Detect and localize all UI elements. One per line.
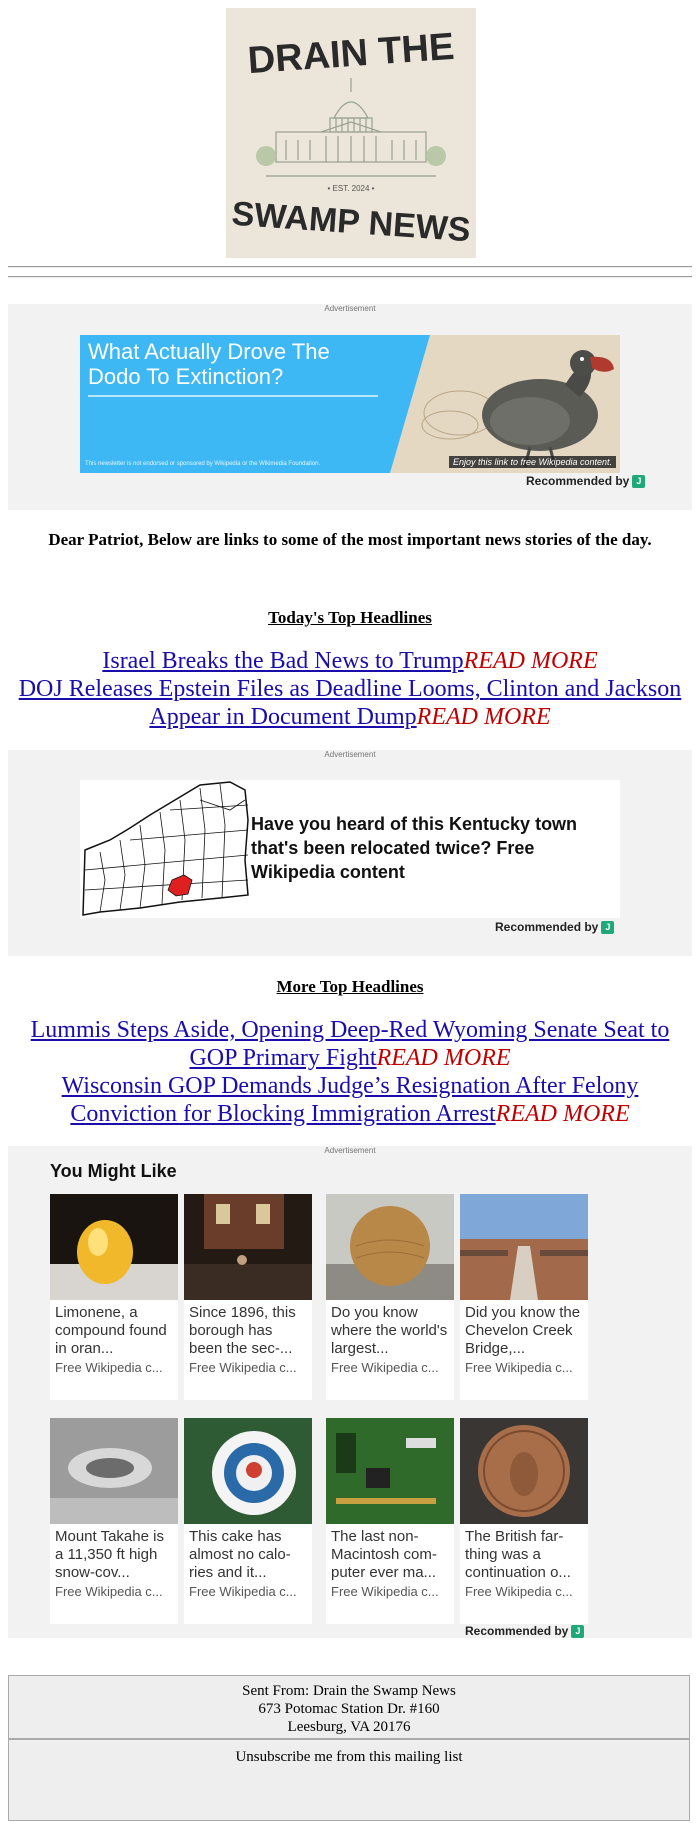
card-source: Free Wikipedia c... (465, 1360, 573, 1375)
footer-address-line1: 673 Potomac Station Dr. #160 (258, 1701, 440, 1717)
card-source: Free Wikipedia c... (55, 1360, 163, 1375)
section-title-more-headlines: More Top Headlines (276, 977, 424, 996)
card-thumbnail-lemon (50, 1194, 178, 1300)
read-more-link[interactable]: READ MORE (416, 704, 551, 730)
recommendation-card[interactable] (326, 1194, 454, 1400)
dodo-ad-caption: Enjoy this link to free Wikipedia content. (449, 456, 616, 468)
recommendation-card[interactable] (326, 1418, 454, 1624)
card-thumbnail-borough (184, 1194, 312, 1300)
unsubscribe-link[interactable]: Unsubscribe me from this mailing list (235, 1749, 463, 1765)
headline-link[interactable]: DOJ Releases Epstein Files as Deadline Looms, Clinton and Jackson Appear in Document Dump (18, 676, 682, 730)
site-logo[interactable] (226, 8, 476, 258)
headline-link[interactable]: Wisconsin GOP Demands Judge’s Resignation After Felony Conviction for Blocking Immigration Arrest (61, 1073, 639, 1127)
read-more-link[interactable]: READ MORE (495, 1101, 630, 1127)
headline-link[interactable]: Lummis Steps Aside, Opening Deep-Red Wyoming Senate Seat to GOP Primary Fight (30, 1017, 670, 1071)
recommender-logo-icon: J (571, 1625, 584, 1638)
card-thumbnail-mountain (50, 1418, 178, 1524)
card-source: Free Wikipedia c... (465, 1584, 573, 1599)
greeting-text: Dear Patriot, Below are links to some of the most important news stories of the day. (48, 530, 652, 549)
card-text: Since 1896, this borough has been the sec-... (189, 1304, 296, 1357)
headline-item (8, 675, 692, 731)
more-headlines-list (8, 1016, 692, 1128)
top-headlines-list (8, 647, 692, 731)
card-text: Do you know where the world's largest... (331, 1304, 448, 1357)
capitol-logo-graphic (226, 8, 476, 258)
footer-sender-info (8, 1675, 690, 1739)
dodo-ad-disclaimer: This newsletter is not endorsed or sponsored by Wikipedia or the Wikimedia Foundation. (85, 461, 321, 467)
kentucky-ad-banner[interactable] (80, 780, 620, 918)
recommendation-card[interactable] (50, 1194, 178, 1400)
headline-link[interactable]: Israel Breaks the Bad News to Trump (102, 648, 464, 674)
card-thumbnail-circuit-board (326, 1418, 454, 1524)
recommendation-card[interactable] (460, 1194, 588, 1400)
footer-address-line2: Leesburg, VA 20176 (287, 1719, 411, 1735)
card-text: This cake has almost no calo-ries and it... (189, 1528, 291, 1581)
footer-unsubscribe-box (8, 1739, 690, 1821)
recommender-logo-icon: J (601, 921, 614, 934)
recommendation-card[interactable] (460, 1418, 588, 1624)
card-text: The last non-Macintosh com-puter ever ma... (331, 1528, 437, 1581)
divider (8, 266, 692, 268)
recommended-by-label: Recommended by (526, 474, 630, 488)
recommended-by[interactable] (465, 1624, 584, 1638)
divider (88, 395, 378, 397)
you-might-like-title: You Might Like (50, 1161, 177, 1181)
card-text: Did you know the Chevelon Creek Bridge,... (465, 1304, 581, 1357)
ad-block-3 (8, 1146, 692, 1638)
read-more-link[interactable]: READ MORE (463, 648, 598, 674)
kentucky-map-illustration (80, 780, 250, 918)
divider (8, 276, 692, 278)
logo-line2: SWAMP NEWS (230, 194, 472, 250)
card-source: Free Wikipedia c... (189, 1584, 297, 1599)
kentucky-ad-text: Have you heard of this Kentucky town that's been relocated twice? Free Wikipedia content (251, 814, 578, 882)
card-source: Free Wikipedia c... (331, 1360, 439, 1375)
logo-line1: DRAIN THE (246, 25, 456, 83)
read-more-link[interactable]: READ MORE (376, 1045, 511, 1071)
card-thumbnail-coin (460, 1418, 588, 1524)
card-text: Mount Takahe is a 11,350 ft high snow-cov... (55, 1528, 164, 1581)
card-source: Free Wikipedia c... (55, 1584, 163, 1599)
recommendation-card[interactable] (184, 1194, 312, 1400)
card-source: Free Wikipedia c... (189, 1360, 297, 1375)
card-text: The British far-thing was a continuation o... (465, 1528, 571, 1581)
headline-item (8, 647, 692, 675)
card-text: Limonene, a compound found in oran... (55, 1304, 167, 1357)
dodo-illustration (390, 335, 620, 473)
ad-label: Advertisement (324, 750, 376, 759)
recommended-by[interactable] (495, 920, 614, 934)
ad-label: Advertisement (324, 304, 376, 313)
recommended-by-label: Recommended by (495, 920, 599, 934)
card-thumbnail-cake (184, 1418, 312, 1524)
card-source: Free Wikipedia c... (331, 1584, 439, 1599)
logo-est: • EST. 2024 • (327, 184, 375, 193)
headline-item (8, 1016, 692, 1072)
section-title-top-headlines: Today's Top Headlines (268, 608, 432, 627)
footer-sent-from: Sent From: Drain the Swamp News (242, 1683, 456, 1699)
dodo-ad-title: What Actually Drove The Dodo To Extinction? (88, 339, 330, 389)
headline-item (8, 1072, 692, 1128)
recommender-logo-icon: J (632, 475, 645, 488)
dodo-ad-banner[interactable] (80, 335, 620, 473)
card-thumbnail-ball (326, 1194, 454, 1300)
recommended-by-label: Recommended by (465, 1624, 569, 1638)
recommendation-card[interactable] (50, 1418, 178, 1624)
recommendation-card[interactable] (184, 1418, 312, 1624)
card-thumbnail-bridge (460, 1194, 588, 1300)
ad-label: Advertisement (324, 1146, 376, 1155)
recommended-by[interactable] (526, 474, 645, 488)
